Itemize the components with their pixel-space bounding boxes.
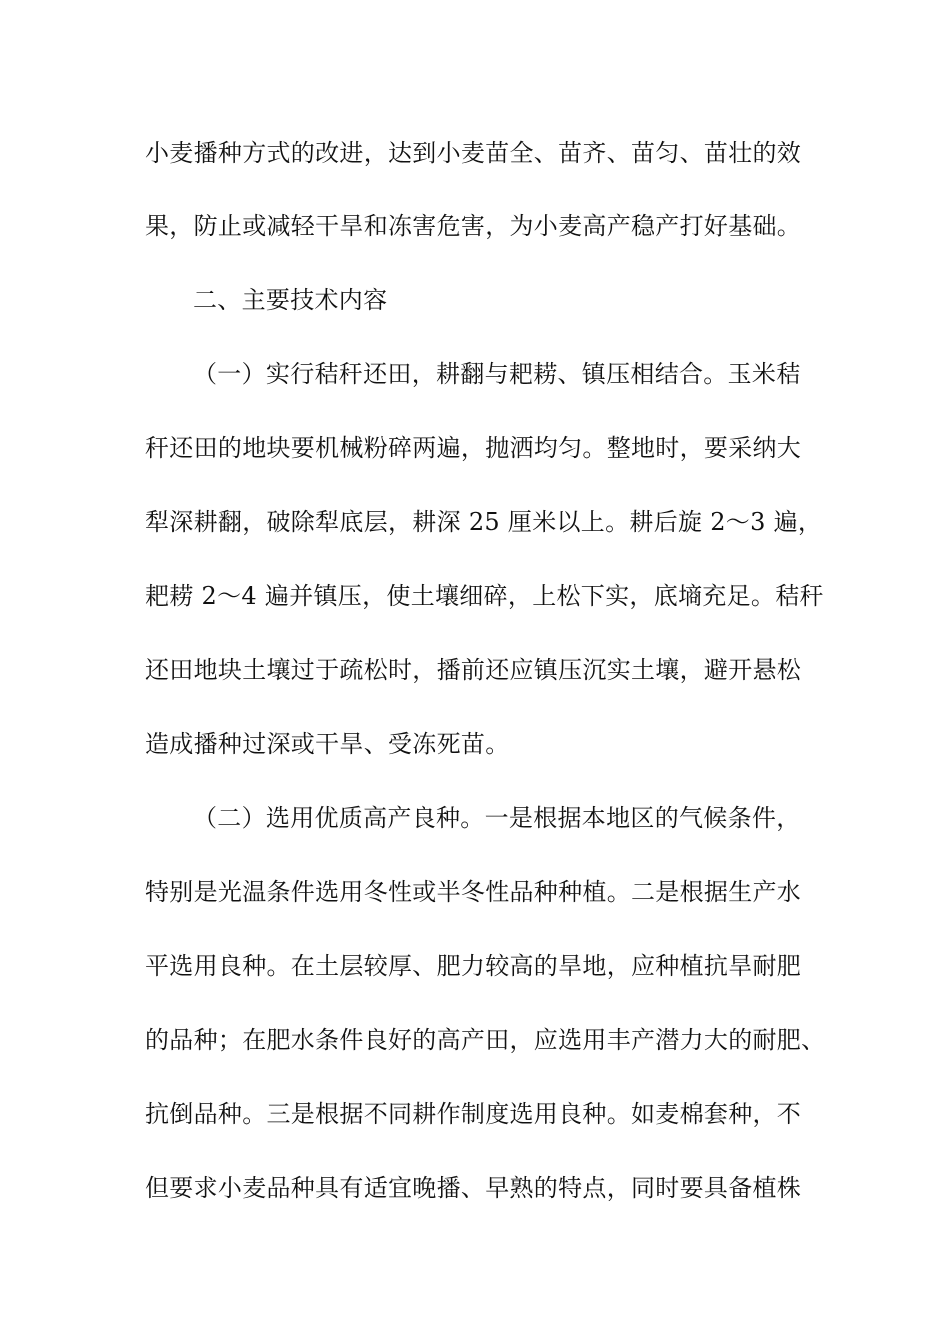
- paragraph-line: 秆还田的地块要机械粉碎两遍，抛洒均匀。整地时，要采纳大: [145, 434, 802, 462]
- paragraph-line: 果，防止或减轻干旱和冻害危害，为小麦高产稳产打好基础。: [145, 212, 802, 240]
- paragraph-line: 抗倒品种。三是根据不同耕作制度选用良种。如麦棉套种，不: [145, 1100, 802, 1128]
- paragraph-line: 小麦播种方式的改进，达到小麦苗全、苗齐、苗匀、苗壮的效: [145, 139, 802, 167]
- paragraph-line: 特别是光温条件选用冬性或半冬性品种种植。二是根据生产水: [145, 878, 802, 906]
- paragraph-line: 但要求小麦品种具有适宜晚播、早熟的特点，同时要具备植株: [145, 1174, 802, 1202]
- paragraph-line: 还田地块土壤过于疏松时，播前还应镇压沉实土壤，避开悬松: [145, 656, 802, 684]
- section-heading: 二、主要技术内容: [193, 286, 388, 314]
- paragraph-line: 造成播种过深或干旱、受冻死苗。: [145, 730, 510, 758]
- paragraph-line: 耙耢 2～4 遍并镇压，使土壤细碎，上松下实，底墒充足。秸秆: [145, 582, 824, 610]
- paragraph-line: （一）实行秸秆还田，耕翻与耙耢、镇压相结合。玉米秸: [193, 360, 801, 388]
- paragraph-line: 平选用良种。在土层较厚、肥力较高的旱地，应种植抗旱耐肥: [145, 952, 802, 980]
- paragraph-line: 的品种；在肥水条件良好的高产田，应选用丰产潜力大的耐肥、: [145, 1026, 826, 1054]
- paragraph-line: （二）选用优质高产良种。一是根据本地区的气候条件，: [193, 804, 801, 832]
- paragraph-line: 犁深耕翻，破除犁底层，耕深 25 厘米以上。耕后旋 2～3 遍，: [145, 508, 823, 536]
